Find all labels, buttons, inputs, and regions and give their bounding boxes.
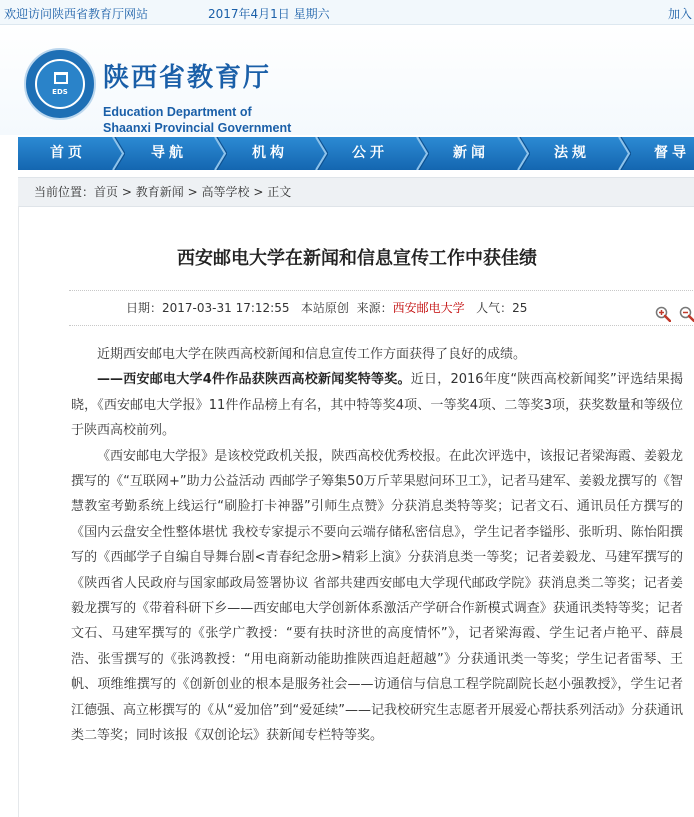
article-paragraph-text: 近日，2016年度“陕西高校新闻奖”评选结果揭晓，《西安邮电大学报》11件作品榜上有名，其中特等奖4项、一等奖4项、二等奖3项，获奖数量和等级位于陕西高校前列。 [71, 372, 684, 439]
article-body [71, 342, 683, 749]
meta-text [126, 291, 527, 325]
article-paragraph: 近期西安邮电大学在陕西高校新闻和信息宣传工作方面获得了良好的成绩。 [97, 347, 527, 362]
nav-item-news[interactable]: 新闻 [453, 145, 489, 161]
origin-label: 本站原创 [300, 301, 349, 315]
article-meta [69, 290, 694, 326]
views-label: 人气： [476, 301, 513, 315]
date-label: 日期： [126, 301, 163, 315]
book-icon [54, 72, 68, 84]
breadcrumb-higher-education[interactable]: 高等学校 [201, 185, 250, 199]
nav-item-guide[interactable]: 导航 [151, 145, 187, 161]
breadcrumb-trail [94, 178, 291, 206]
welcome-link[interactable]: 欢迎访问陕西省教育厅网站 [4, 7, 149, 21]
breadcrumb-separator: > [253, 185, 264, 199]
breadcrumb-current: 正文 [267, 185, 292, 199]
nav-item-regulations[interactable]: 法规 [554, 145, 590, 161]
breadcrumb-separator: > [121, 185, 132, 199]
zoom-out-icon[interactable] [679, 301, 694, 317]
source-value: 西安邮电大学 [392, 301, 465, 315]
breadcrumb-label: 当前位置： [34, 185, 95, 199]
breadcrumb [18, 177, 694, 207]
nav-item-supervision[interactable]: 督导 [654, 145, 690, 161]
main-nav [18, 137, 694, 170]
publish-date: 2017-03-31 17:12:55 [162, 301, 290, 315]
article-container [18, 206, 694, 817]
site-title-en-line2: Shaanxi Provincial Government [103, 121, 292, 135]
breadcrumb-separator: > [187, 185, 198, 199]
zoom-in-icon[interactable] [655, 301, 671, 317]
article-paragraph [71, 367, 683, 443]
current-date: 2017年4月1日 星期六 [208, 7, 330, 21]
site-title-cn: 陕西省教育厅 [103, 63, 272, 93]
add-favorite-link[interactable]: 加入 [667, 7, 692, 21]
article-highlight: ——西安邮电大学4件作品获陕西高校新闻奖特等奖。 [97, 372, 411, 388]
site-header [0, 25, 694, 135]
site-logo[interactable] [24, 48, 96, 120]
breadcrumb-home[interactable]: 首页 [94, 185, 119, 199]
nav-item-home[interactable]: 首页 [50, 145, 86, 161]
article-title: 西安邮电大学在新闻和信息宣传工作中获佳绩 [177, 248, 537, 269]
nav-item-public[interactable]: 公开 [352, 145, 388, 161]
top-bar [0, 0, 694, 25]
source-label: 来源： [356, 301, 393, 315]
breadcrumb-education-news[interactable]: 教育新闻 [135, 185, 184, 199]
views-count: 25 [512, 301, 528, 315]
site-title-en-line1: Education Department of [103, 105, 252, 119]
logo-text: EDS [52, 88, 68, 96]
logo-ring [35, 59, 85, 109]
article-paragraph: 《西安邮电大学报》是该校党政机关报，陕西高校优秀校报。在此次评选中，该报记者梁海霞、姜毅龙撰写的《“互联网+”助力公益活动 西邮学子筹集50万斤苹果慰问环卫工》，记者马建军、姜毅龙撰写的《智慧教室考勤系统上线运行“刷脸打卡神器”引师生点赞》分获消息类特等奖；记者文石、通讯员任方撰写的《国内云盘安全性整体堪忧 我校专家提示不要向云端存储私密信息》，学生记者李镒彤、张昕玥、陈怡阳撰写的《西邮学子自编自导舞台剧<青春纪念册>精彩上演》分获消息类一等奖；记者姜毅龙、马建军撰写的《陕西省人民政府与国家邮政局签署协议 省部共建西安邮电大学现代邮政学院》获消息类二等奖；记者姜毅龙撰写的《带着科研下乡——西安邮电大学创新体系激活产学研合作新模式调查》获通讯类特等奖；记者文石、马建军撰写的《张学广教授：“要有扶时济世的高度情怀”》，记者梁海霞、学生记者卢艳平、薛晨浩、张雪撰写的《张鸿教授：“用电商新动能助推陕西追赶超越”》分获通讯类一等奖；学生记者雷琴、王帆、项维维撰写的《创新创业的根本是服务社会——访通信与信息工程学院副院长赵小强教授》，学生记者江德强、高立彬撰写的《从“爱加倍”到“爱延续”——记我校研究生志愿者开展爱心帮扶系列活动》分获通讯类二等奖；同时该报《双创论坛》获新闻专栏特等奖。 [71, 448, 683, 744]
nav-item-organization[interactable]: 机构 [252, 145, 288, 161]
